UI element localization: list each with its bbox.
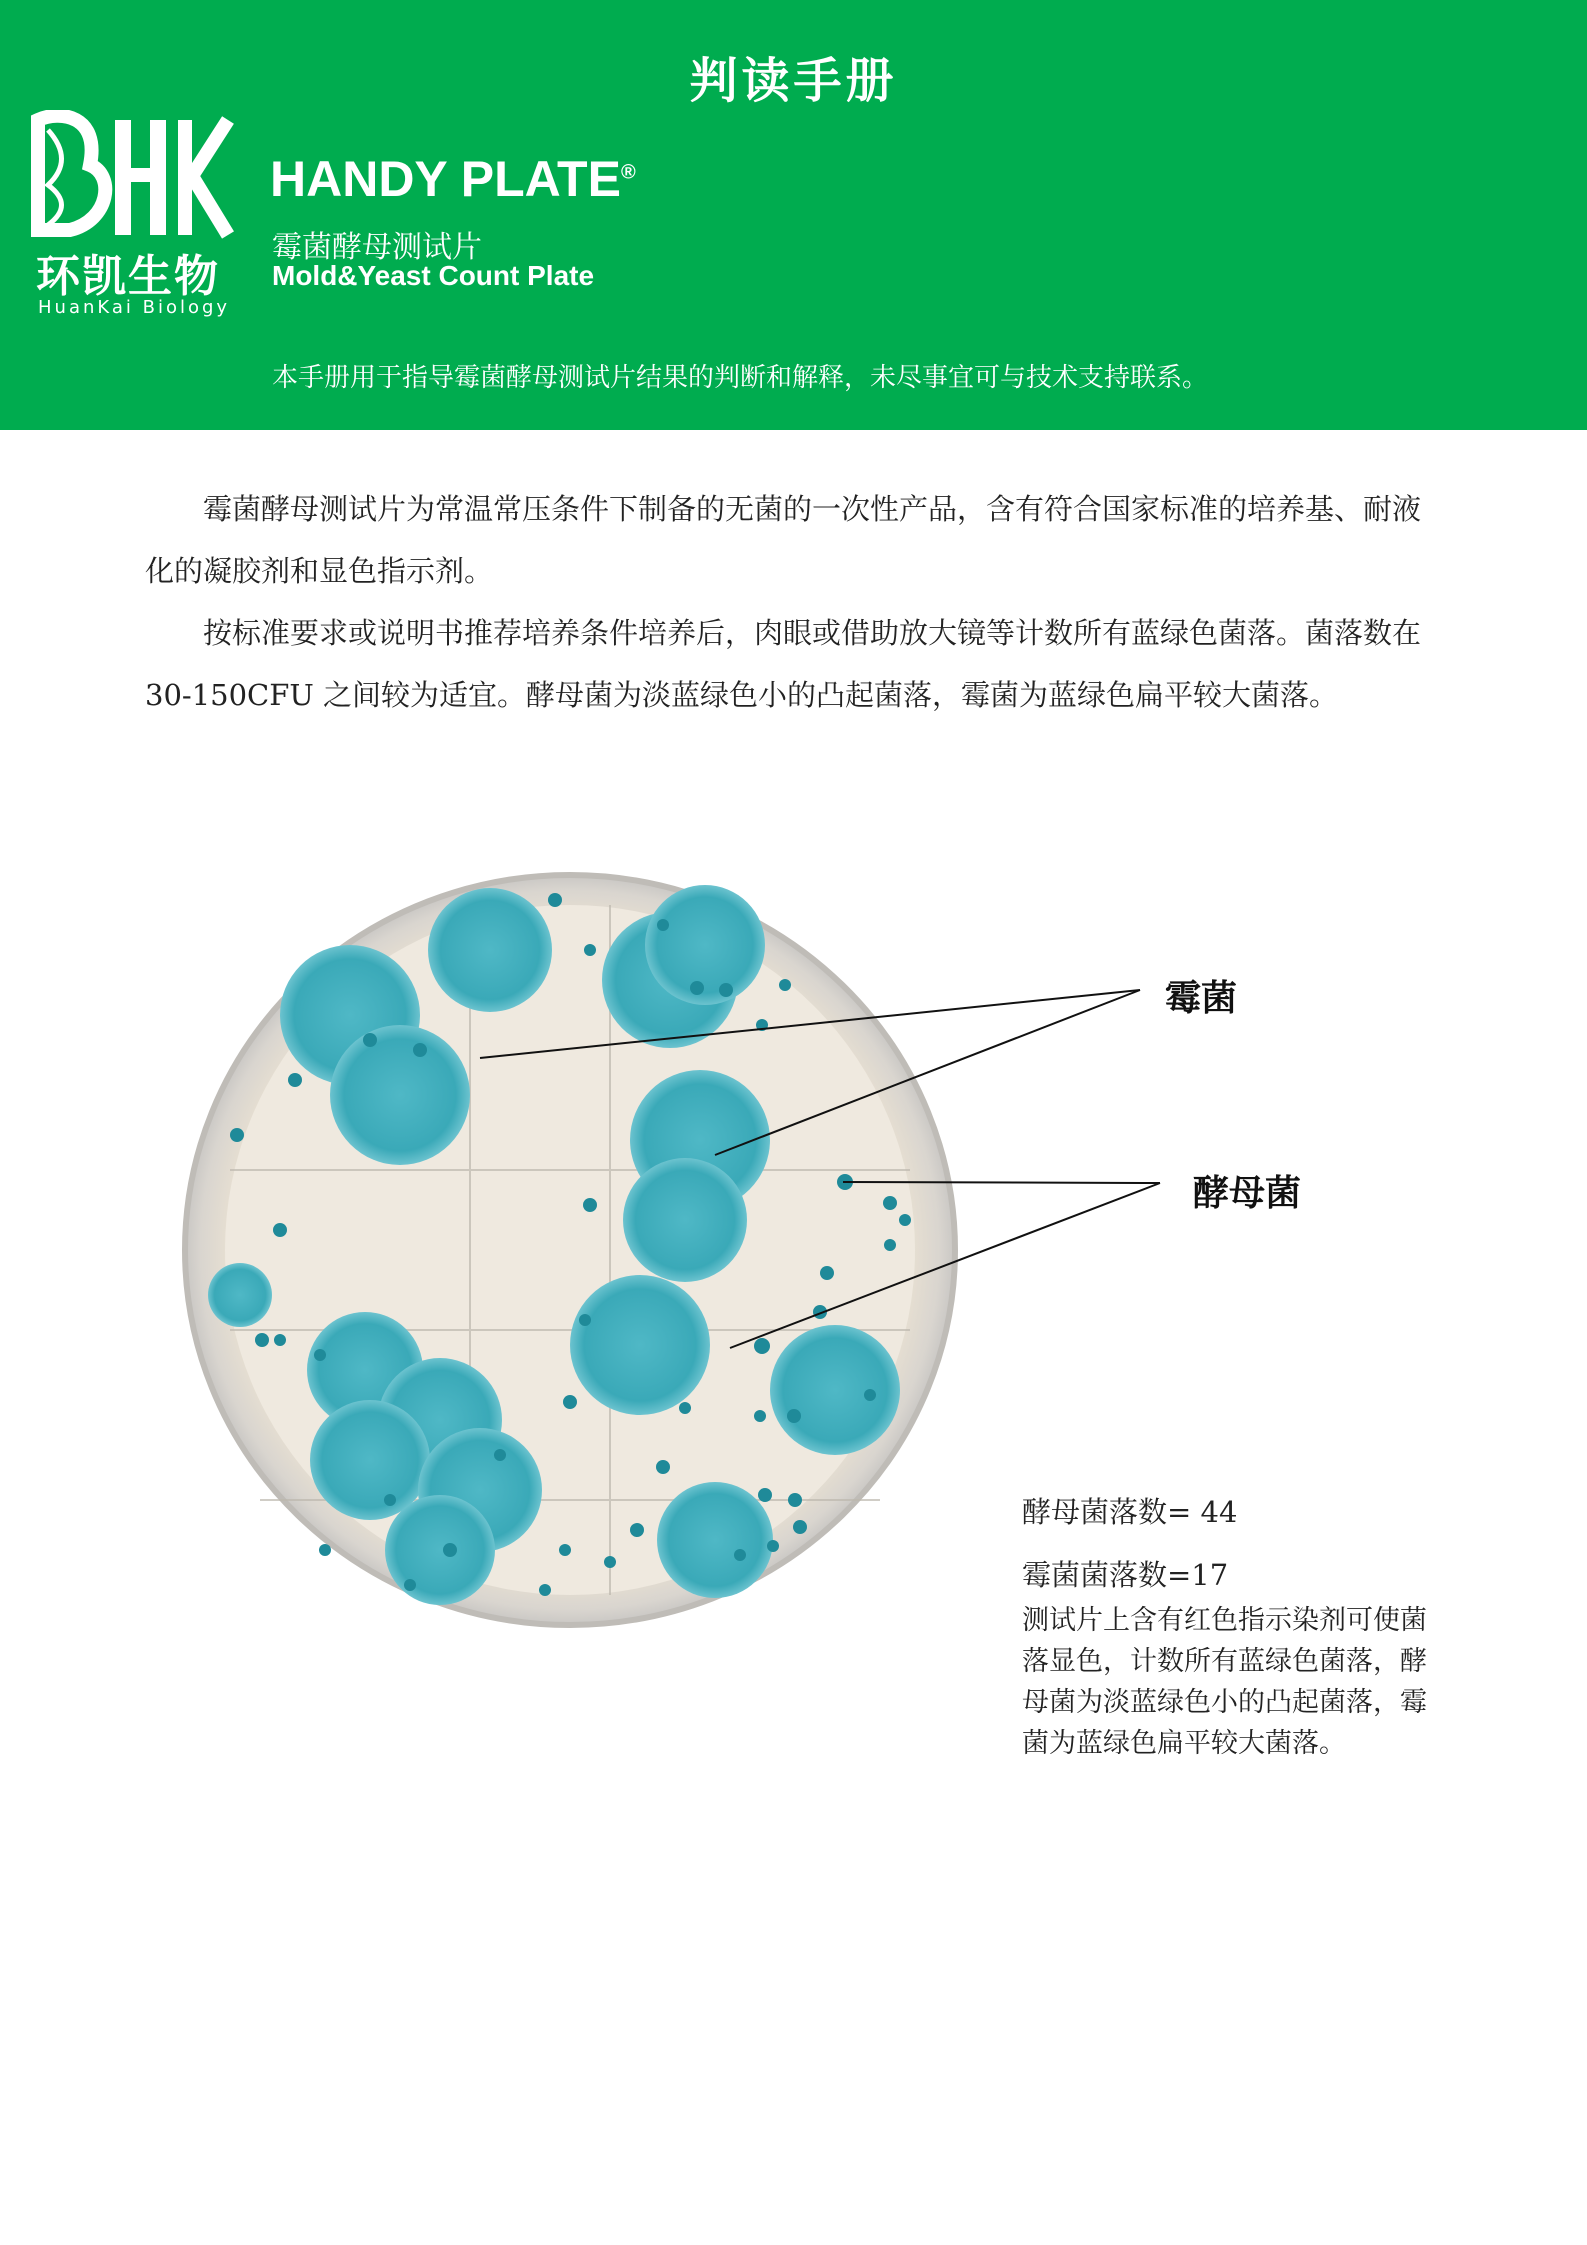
yeast-colony bbox=[820, 1266, 834, 1280]
yeast-colony bbox=[679, 1402, 691, 1414]
product-name-cn: 霉菌酵母测试片 bbox=[272, 230, 482, 265]
label-yeast: 酵母菌 bbox=[1193, 1172, 1302, 1214]
mold-colony bbox=[645, 885, 765, 1005]
header-banner bbox=[0, 0, 1587, 430]
yeast-colony bbox=[604, 1556, 616, 1568]
yeast-colony bbox=[413, 1043, 427, 1057]
brand-name: HANDY PLATE® bbox=[270, 151, 636, 207]
yeast-colony bbox=[230, 1128, 244, 1142]
yeast-colony bbox=[273, 1223, 287, 1237]
mold-colony bbox=[385, 1495, 495, 1605]
yeast-colony bbox=[779, 979, 791, 991]
manual-notice: 本手册用于指导霉菌酵母测试片结果的判断和解释，未尽事宜可与技术支持联系。 bbox=[272, 363, 1209, 393]
mold-colony bbox=[770, 1325, 900, 1455]
yeast-colony bbox=[754, 1338, 770, 1354]
yeast-colony bbox=[548, 893, 562, 907]
yeast-colony bbox=[583, 1198, 597, 1212]
yeast-colony bbox=[767, 1540, 779, 1552]
yeast-colony bbox=[734, 1549, 746, 1561]
page-title: 判读手册 bbox=[689, 53, 898, 109]
label-mold: 霉菌 bbox=[1165, 977, 1238, 1019]
paragraph-counting: 按标准要求或说明书推荐培养条件培养后，肉眼或借助放大镜等计数所有蓝绿色菌落。菌落数在 30-150CFU 之间较为适宜。酵母菌为淡蓝绿色小的凸起菌落，霉菌为蓝绿色扁平较大菌落。 bbox=[145, 616, 1422, 712]
yeast-colony bbox=[559, 1544, 571, 1556]
figure-description: 测试片上含有红色指示染剂可使菌落显色，计数所有蓝绿色菌落，酵母菌为淡蓝绿色小的凸起菌落，霉菌为蓝绿色扁平较大菌落。 bbox=[1022, 1605, 1427, 1759]
yeast-colony bbox=[314, 1349, 326, 1361]
paragraph-intro: 霉菌酵母测试片为常温常压条件下制备的无菌的一次性产品，含有符合国家标准的培养基、耐液化的凝胶剂和显色指示剂。 bbox=[145, 492, 1422, 588]
yeast-colony bbox=[579, 1314, 591, 1326]
yeast-colony bbox=[630, 1523, 644, 1537]
yeast-colony bbox=[719, 983, 733, 997]
yeast-colony bbox=[319, 1544, 331, 1556]
yeast-colony bbox=[363, 1033, 377, 1047]
mold-colony bbox=[570, 1275, 710, 1415]
yeast-colony bbox=[657, 919, 669, 931]
logo-text-en: HuanKai Biology bbox=[38, 297, 231, 318]
yeast-colony bbox=[884, 1239, 896, 1251]
yeast-colony bbox=[787, 1409, 801, 1423]
yeast-colony bbox=[754, 1410, 766, 1422]
yeast-colony bbox=[274, 1334, 286, 1346]
logo-text: 环凯生物 bbox=[36, 251, 220, 302]
yeast-count: 酵母菌落数= 44 bbox=[1022, 1495, 1238, 1529]
body-text bbox=[145, 478, 1445, 726]
petri-dish-figure bbox=[170, 850, 1320, 1670]
mold-colony bbox=[330, 1025, 470, 1165]
yeast-colony bbox=[793, 1520, 807, 1534]
mold-colony bbox=[428, 888, 552, 1012]
yeast-colony bbox=[384, 1494, 396, 1506]
yeast-colony bbox=[288, 1073, 302, 1087]
mold-colony bbox=[310, 1400, 430, 1520]
yeast-colony bbox=[443, 1543, 457, 1557]
yeast-colony bbox=[656, 1460, 670, 1474]
mold-colony bbox=[657, 1482, 773, 1598]
yeast-colony bbox=[758, 1488, 772, 1502]
mold-colony bbox=[623, 1158, 747, 1282]
product-name-en: Mold&Yeast Count Plate bbox=[272, 260, 595, 291]
yeast-colony bbox=[864, 1389, 876, 1401]
yeast-colony bbox=[404, 1579, 416, 1591]
yeast-colony bbox=[494, 1449, 506, 1461]
yeast-colony bbox=[690, 981, 704, 995]
mold-count: 霉菌菌落数=17 bbox=[1022, 1558, 1229, 1592]
yeast-colony bbox=[584, 944, 596, 956]
yeast-colony bbox=[563, 1395, 577, 1409]
yeast-colony bbox=[539, 1584, 551, 1596]
yeast-colony bbox=[899, 1214, 911, 1226]
yeast-colony bbox=[883, 1196, 897, 1210]
yeast-colony bbox=[788, 1493, 802, 1507]
yeast-colony bbox=[255, 1333, 269, 1347]
mold-colony bbox=[208, 1263, 272, 1327]
